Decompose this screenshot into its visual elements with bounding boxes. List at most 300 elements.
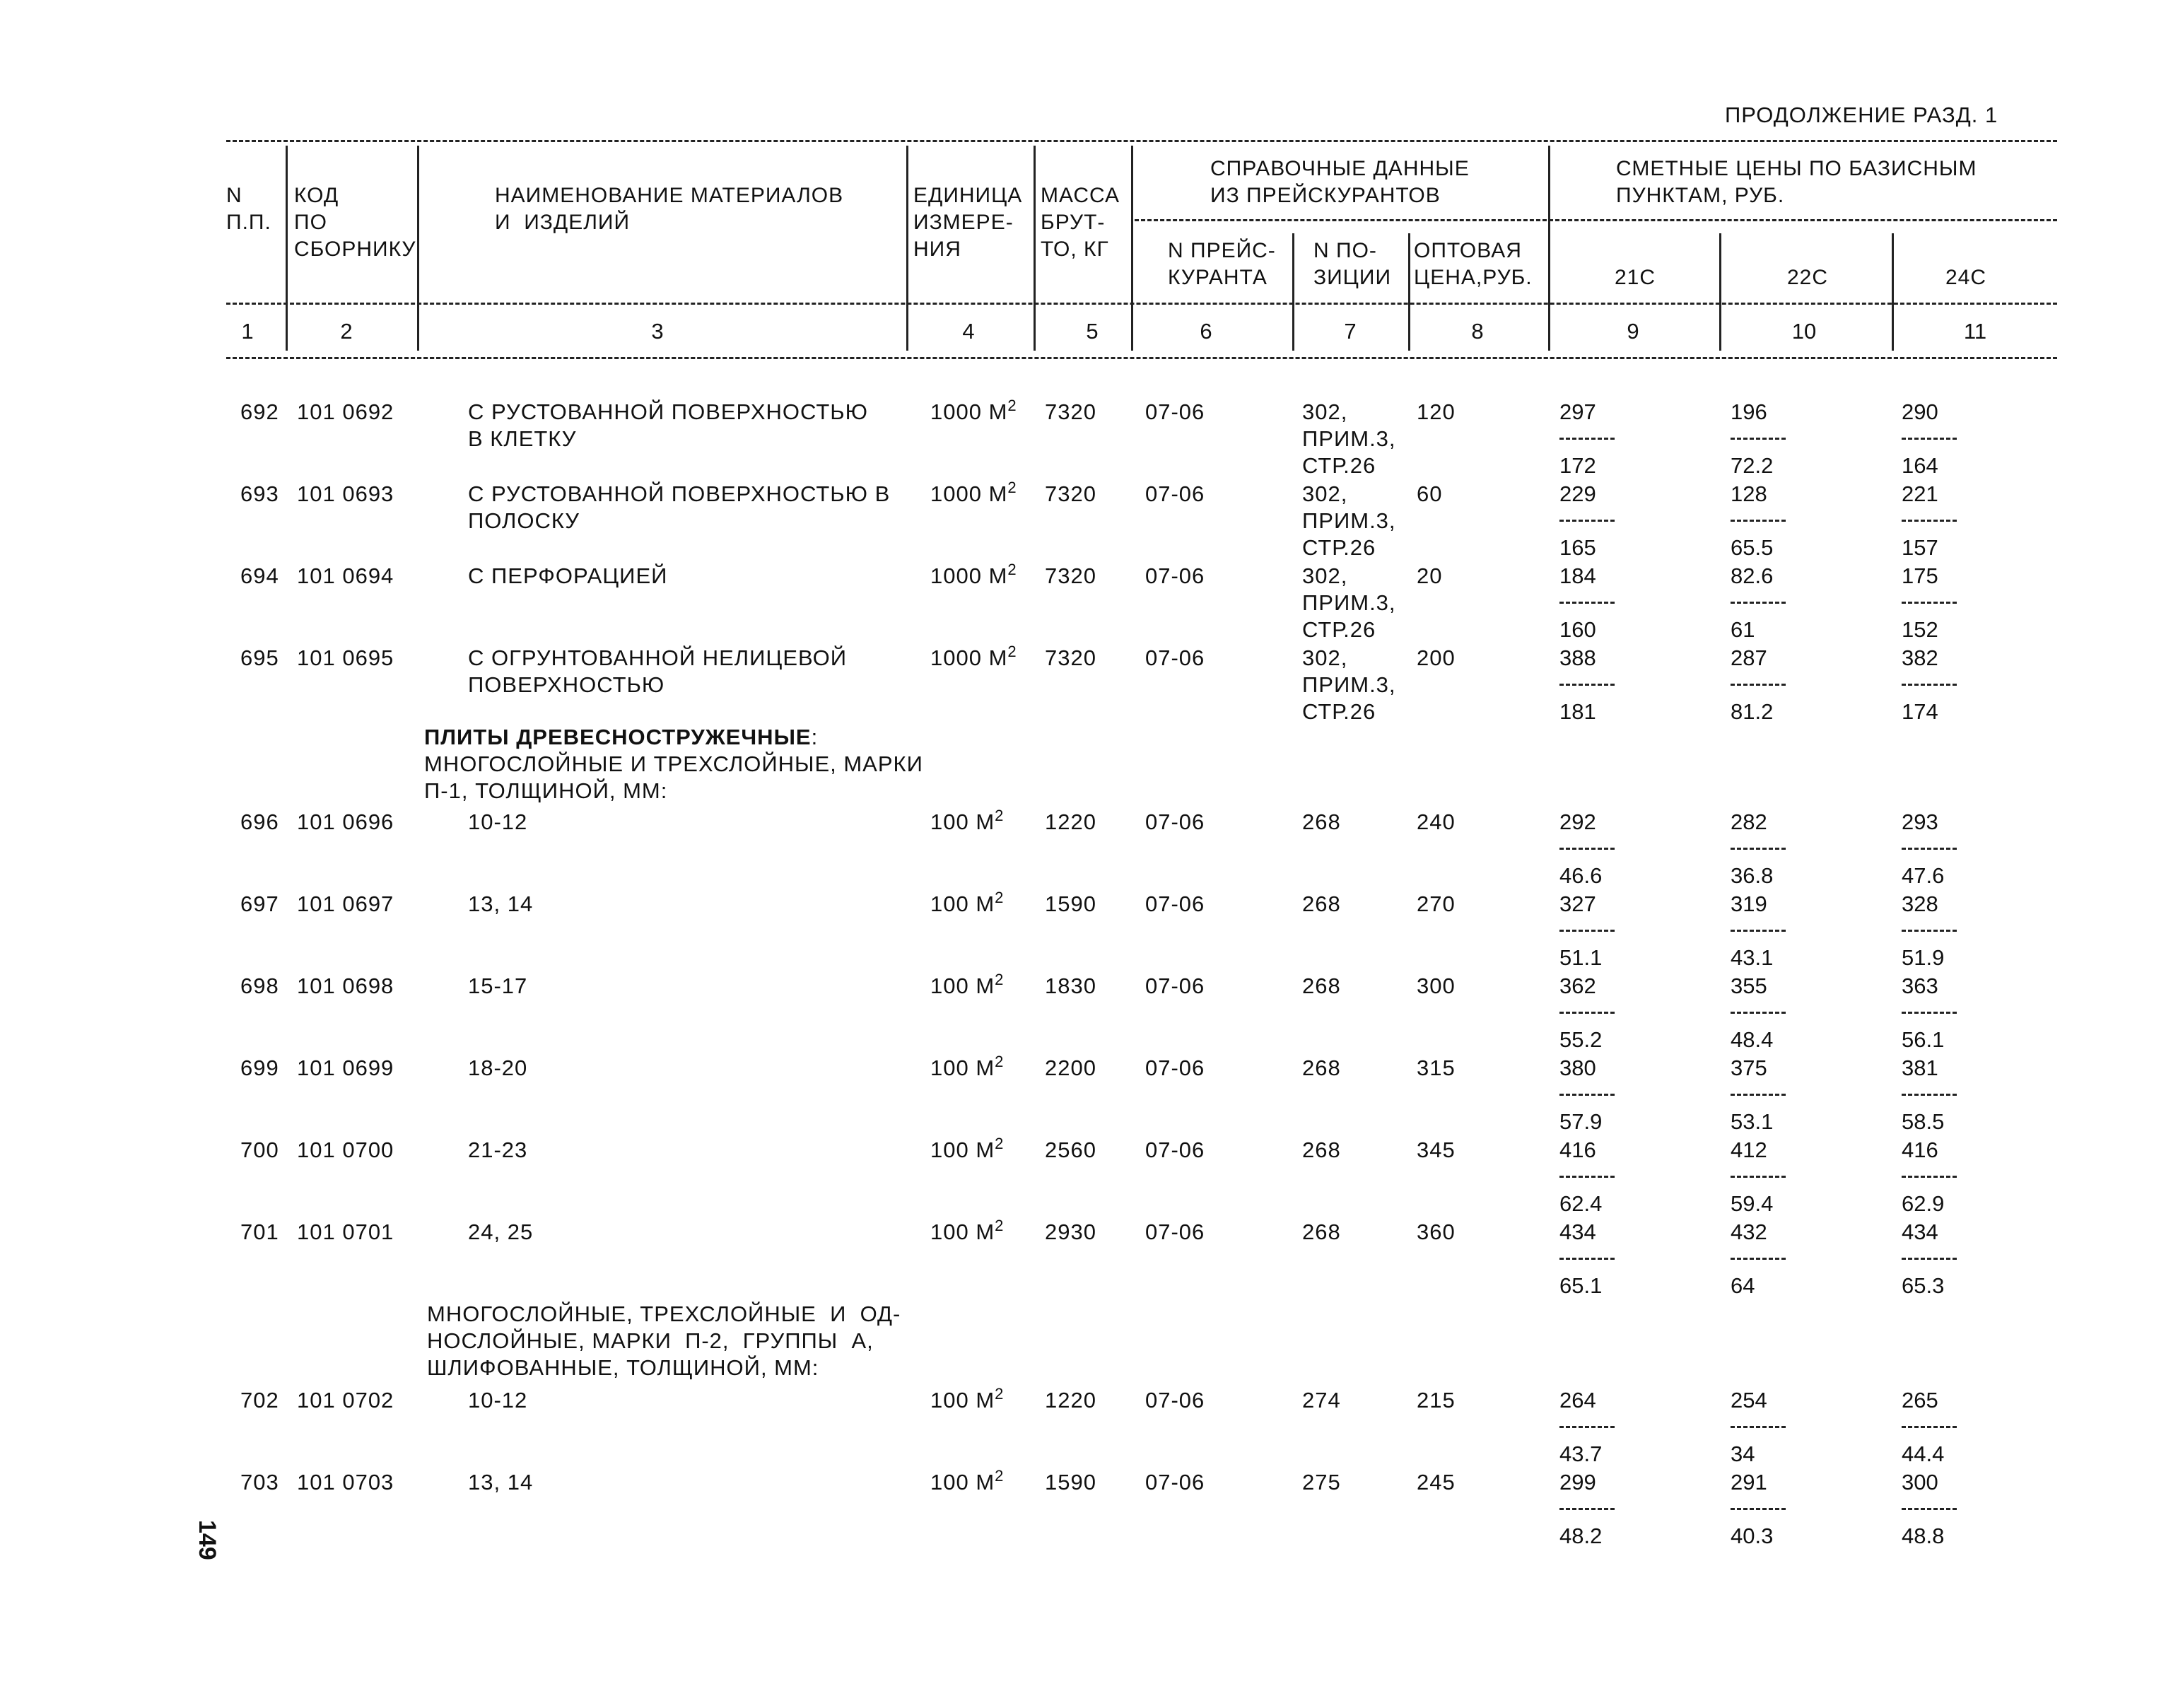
row-unit [930,399,1017,426]
header-mid-rule [226,303,2057,305]
row-number: 701 [240,1219,279,1244]
estimate-price-c24 [1902,1137,1979,1217]
price-denominator: 47.6 [1902,863,1945,888]
row-code: 101 0703 [297,1470,394,1494]
price-numerator: 128 [1731,481,1767,506]
price-numerator: 381 [1902,1055,1938,1080]
col-header-mass: МАССА БРУТ- ТО, КГ [1041,184,1120,261]
fraction-line [1731,602,1786,604]
row-mass: 7320 [1045,645,1096,670]
col-header-21c: 21С [1615,266,1656,289]
price-denominator: 181 [1559,699,1596,724]
price-numerator: 264 [1559,1388,1596,1412]
price-denominator: 46.6 [1559,863,1603,888]
col-number: 7 [1344,319,1357,344]
price-numerator: 382 [1902,645,1938,670]
price-denominator: 48.8 [1902,1523,1945,1548]
row-unit [930,645,1017,672]
section-heading [424,724,923,805]
col-number: 11 [1963,319,1987,344]
fraction-line [1559,438,1615,440]
estimate-price-c24 [1902,1387,1979,1468]
price-denominator: 51.1 [1559,945,1603,970]
col-header-price-list: N ПРЕЙС- КУРАНТА [1168,239,1276,289]
col-header-24c: 24С [1945,266,1987,289]
row-position: 275 [1302,1470,1341,1494]
row-position: 302, ПРИМ.3, СТР.26 [1302,481,1396,560]
fraction-line [1902,930,1957,932]
row-code: 101 0702 [297,1388,394,1412]
fraction-line [1731,1176,1786,1178]
price-denominator: 44.4 [1902,1441,1945,1466]
estimate-price-c22 [1731,1219,1808,1299]
price-denominator: 65.3 [1902,1273,1945,1298]
fraction-line [1731,1012,1786,1014]
unit-text: 1000 М [930,399,1008,424]
row-price-list: 07-06 [1145,399,1205,424]
unit-text: 100 М [930,891,995,916]
unit-exponent: 2 [995,1135,1005,1152]
estimate-price-c22 [1731,1137,1808,1217]
unit-exponent: 2 [1007,643,1017,660]
price-denominator: 43.1 [1731,945,1774,970]
row-position: 268 [1302,1055,1341,1080]
price-denominator: 62.4 [1559,1191,1603,1216]
row-code: 101 0694 [297,563,394,588]
unit-exponent: 2 [995,971,1005,988]
price-numerator: 299 [1559,1470,1596,1494]
row-name: 15-17 [468,973,528,998]
estimate-price-c22 [1731,399,1808,479]
row-code: 101 0699 [297,1055,394,1080]
fraction-line [1902,1426,1957,1428]
row-mass: 7320 [1045,563,1096,588]
estimate-price-c21 [1559,481,1637,561]
row-code: 101 0698 [297,973,394,998]
estimate-price-c22 [1731,973,1808,1053]
price-numerator: 282 [1731,809,1767,834]
price-numerator: 291 [1731,1470,1767,1494]
price-numerator: 362 [1559,973,1596,998]
col-header-wholesale: ОПТОВАЯ ЦЕНА,РУБ. [1414,239,1533,289]
row-code: 101 0692 [297,399,394,424]
unit-exponent: 2 [995,1217,1005,1234]
row-number: 698 [240,973,279,998]
row-mass: 1590 [1045,1470,1096,1494]
row-price-list: 07-06 [1145,809,1205,834]
row-position: 268 [1302,891,1341,916]
fraction-line [1731,930,1786,932]
unit-exponent: 2 [1007,397,1017,414]
unit-exponent: 2 [995,807,1005,824]
row-code: 101 0700 [297,1137,394,1162]
col-number: 3 [651,319,664,344]
fraction-line [1902,438,1957,440]
fraction-line [1731,1094,1786,1096]
fraction-line [1559,1426,1615,1428]
header-separator [1131,146,1133,351]
header-separator [1719,233,1721,351]
price-denominator: 57.9 [1559,1109,1603,1134]
row-name: 13, 14 [468,1470,534,1494]
price-numerator: 293 [1902,809,1938,834]
row-price-list: 07-06 [1145,645,1205,670]
estimate-price-c21 [1559,1219,1637,1299]
price-denominator: 62.9 [1902,1191,1945,1216]
estimate-price-c22 [1731,891,1808,971]
fraction-line [1731,438,1786,440]
estimate-price-c21 [1559,1137,1637,1217]
row-unit [930,481,1017,508]
estimate-price-c22 [1731,1055,1808,1135]
row-mass: 1590 [1045,891,1096,916]
row-mass: 1220 [1045,1388,1096,1412]
price-denominator: 48.4 [1731,1027,1774,1052]
price-numerator: 297 [1559,399,1596,424]
body-top-rule [226,357,2057,359]
price-numerator: 355 [1731,973,1767,998]
unit-text: 100 М [930,1388,995,1412]
header-separator [1034,146,1036,351]
price-denominator: 64 [1731,1273,1755,1298]
unit-exponent: 2 [1007,561,1017,578]
col-header-reference: СПРАВОЧНЫЕ ДАННЫЕ ИЗ ПРЕЙСКУРАНТОВ [1210,157,1470,207]
estimate-price-c24 [1902,481,1979,561]
price-denominator: 72.2 [1731,453,1774,478]
price-denominator: 65.1 [1559,1273,1603,1298]
row-wholesale-price: 20 [1417,563,1443,588]
price-numerator: 432 [1731,1219,1767,1244]
unit-text: 100 М [930,1137,995,1162]
unit-text: 1000 М [930,481,1008,506]
price-numerator: 300 [1902,1470,1938,1494]
col-header-unit: ЕДИНИЦА ИЗМЕРЕ- НИЯ [913,184,1023,261]
row-unit [930,891,1004,918]
estimate-price-c21 [1559,1055,1637,1135]
price-numerator: 82.6 [1731,563,1774,588]
fraction-line [1559,520,1615,522]
row-number: 700 [240,1137,279,1162]
fraction-line [1559,930,1615,932]
row-name: С РУСТОВАННОЙ ПОВЕРХНОСТЬЮ В КЛЕТКУ [468,399,868,451]
estimate-price-c22 [1731,1387,1808,1468]
fraction-line [1902,1258,1957,1260]
header-separator [417,146,419,351]
row-name: 10-12 [468,809,528,834]
row-mass: 2200 [1045,1055,1096,1080]
price-denominator: 36.8 [1731,863,1774,888]
row-name: 21-23 [468,1137,528,1162]
price-denominator: 53.1 [1731,1109,1774,1134]
row-wholesale-price: 300 [1417,973,1456,998]
row-name: С ПЕРФОРАЦИЕЙ [468,563,668,588]
fraction-line [1731,848,1786,850]
price-denominator: 152 [1902,617,1938,642]
row-code: 101 0695 [297,645,394,670]
estimate-price-c24 [1902,1219,1979,1299]
price-numerator: 254 [1731,1388,1767,1412]
price-numerator: 229 [1559,481,1596,506]
price-denominator: 58.5 [1902,1109,1945,1134]
row-price-list: 07-06 [1145,1055,1205,1080]
row-wholesale-price: 315 [1417,1055,1456,1080]
estimate-price-c24 [1902,563,1979,643]
fraction-line [1559,602,1615,604]
fraction-line [1902,1176,1957,1178]
row-number: 699 [240,1055,279,1080]
price-numerator: 388 [1559,645,1596,670]
price-numerator: 375 [1731,1055,1767,1080]
row-mass: 7320 [1045,481,1096,506]
estimate-price-c22 [1731,645,1808,725]
unit-text: 100 М [930,973,995,998]
estimate-price-c21 [1559,1387,1637,1468]
row-position: 268 [1302,973,1341,998]
row-wholesale-price: 245 [1417,1470,1456,1494]
fraction-line [1559,1094,1615,1096]
fraction-line [1559,1012,1615,1014]
header-separator [1892,233,1894,351]
col-header-22c: 22С [1787,266,1829,289]
col-number: 1 [241,319,254,344]
price-numerator: 221 [1902,481,1938,506]
unit-text: 1000 М [930,563,1008,588]
price-numerator: 265 [1902,1388,1938,1412]
price-denominator: 56.1 [1902,1027,1945,1052]
row-unit [930,1387,1004,1414]
col-number: 5 [1086,319,1099,344]
price-numerator: 412 [1731,1137,1767,1162]
fraction-line [1902,1012,1957,1014]
col-number: 2 [340,319,353,344]
fraction-line [1559,1176,1615,1178]
row-mass: 1830 [1045,973,1096,998]
row-position: 268 [1302,1137,1341,1162]
row-price-list: 07-06 [1145,481,1205,506]
row-mass: 7320 [1045,399,1096,424]
section-heading: МНОГОСЛОЙНЫЕ, ТРЕХСЛОЙНЫЕ И ОД- НОСЛОЙНЫЕ, МАРКИ П-2, ГРУППЫ А, ШЛИФОВАННЫЕ, ТОЛЩИНОЙ, ММ: [427,1302,901,1380]
fraction-line [1902,848,1957,850]
col-number: 8 [1471,319,1484,344]
price-denominator: 164 [1902,453,1938,478]
col-header-estimate: СМЕТНЫЕ ЦЕНЫ ПО БАЗИСНЫМ ПУНКТАМ, РУБ. [1616,157,1977,207]
row-wholesale-price: 200 [1417,645,1456,670]
price-denominator: 59.4 [1731,1191,1774,1216]
price-numerator: 319 [1731,891,1767,916]
col-header-number: N П.П. [226,184,271,234]
unit-text: 100 М [930,1055,995,1080]
fraction-line [1902,684,1957,686]
col-number: 10 [1791,319,1817,344]
price-denominator: 174 [1902,699,1938,724]
row-number: 696 [240,809,279,834]
section-title: ПЛИТЫ ДРЕВЕСНОСТРУЖЕЧНЫЕ [424,725,812,749]
row-price-list: 07-06 [1145,1388,1205,1412]
fraction-line [1731,1426,1786,1428]
price-denominator: 34 [1731,1441,1755,1466]
estimate-price-c21 [1559,645,1637,725]
col-header-name: НАИМЕНОВАНИЕ МАТЕРИАЛОВ И ИЗДЕЛИЙ [495,184,844,234]
row-code: 101 0696 [297,809,394,834]
fraction-line [1902,1094,1957,1096]
price-numerator: 416 [1559,1137,1596,1162]
price-numerator: 380 [1559,1055,1596,1080]
price-denominator: 65.5 [1731,535,1774,560]
price-numerator: 287 [1731,645,1767,670]
price-numerator: 416 [1902,1137,1938,1162]
price-denominator: 61 [1731,617,1755,642]
fraction-line [1902,602,1957,604]
row-position: 274 [1302,1388,1341,1412]
price-numerator: 363 [1902,973,1938,998]
fraction-line [1559,1258,1615,1260]
estimate-subrule [1555,219,2057,221]
price-denominator: 157 [1902,535,1938,560]
row-unit [930,563,1017,590]
row-number: 703 [240,1470,279,1494]
estimate-price-c24 [1902,973,1979,1053]
price-numerator: 175 [1902,563,1938,588]
col-number: 9 [1627,319,1639,344]
estimate-price-c21 [1559,399,1637,479]
estimate-price-c24 [1902,891,1979,971]
unit-text: 100 М [930,1219,995,1244]
row-wholesale-price: 345 [1417,1137,1456,1162]
col-header-code: КОД ПО СБОРНИКУ [294,184,416,261]
price-numerator: 184 [1559,563,1596,588]
price-denominator: 172 [1559,453,1596,478]
row-price-list: 07-06 [1145,1219,1205,1244]
row-name: 10-12 [468,1388,528,1412]
price-numerator: 434 [1559,1219,1596,1244]
row-wholesale-price: 270 [1417,891,1456,916]
row-number: 697 [240,891,279,916]
reference-subrule [1135,219,1566,221]
row-name: 24, 25 [468,1219,534,1244]
estimate-price-c22 [1731,481,1808,561]
row-unit [930,1219,1004,1246]
row-position: 302, ПРИМ.3, СТР.26 [1302,399,1396,478]
estimate-price-c24 [1902,399,1979,479]
fraction-line [1731,1258,1786,1260]
row-number: 694 [240,563,279,588]
price-numerator: 292 [1559,809,1596,834]
unit-text: 100 М [930,1470,995,1494]
price-denominator: 160 [1559,617,1596,642]
row-name: 18-20 [468,1055,528,1080]
row-number: 692 [240,399,279,424]
price-numerator: 327 [1559,891,1596,916]
estimate-price-c21 [1559,809,1637,889]
row-number: 693 [240,481,279,506]
estimate-price-c21 [1559,891,1637,971]
unit-exponent: 2 [1007,479,1017,496]
estimate-price-c24 [1902,1055,1979,1135]
row-price-list: 07-06 [1145,891,1205,916]
row-position: 268 [1302,1219,1341,1244]
estimate-price-c22 [1731,809,1808,889]
row-unit [930,973,1004,1000]
row-price-list: 07-06 [1145,563,1205,588]
row-mass: 2560 [1045,1137,1096,1162]
estimate-price-c24 [1902,809,1979,889]
unit-text: 100 М [930,809,995,834]
row-unit [930,1137,1004,1164]
row-wholesale-price: 360 [1417,1219,1456,1244]
price-numerator: 196 [1731,399,1767,424]
price-denominator: 43.7 [1559,1441,1603,1466]
row-code: 101 0693 [297,481,394,506]
unit-text: 1000 М [930,645,1008,670]
row-unit [930,1055,1004,1082]
price-denominator: 51.9 [1902,945,1945,970]
fraction-line [1559,684,1615,686]
row-price-list: 07-06 [1145,1470,1205,1494]
continuation-label: ПРОДОЛЖЕНИЕ РАЗД. 1 [1725,103,1998,127]
header-top-rule [226,140,2057,142]
section-description: : МНОГОСЛОЙНЫЕ И ТРЕХСЛОЙНЫЕ, МАРКИ П-1, ТОЛЩИНОЙ, ММ: [424,725,923,803]
row-code: 101 0697 [297,891,394,916]
row-number: 695 [240,645,279,670]
row-position: 302, ПРИМ.3, СТР.26 [1302,645,1396,724]
header-separator [1292,233,1294,351]
col-number: 4 [962,319,975,344]
price-numerator: 434 [1902,1219,1938,1244]
row-position: 268 [1302,809,1341,834]
row-wholesale-price: 240 [1417,809,1456,834]
row-unit [930,1469,1004,1496]
price-denominator: 81.2 [1731,699,1774,724]
row-name: 13, 14 [468,891,534,916]
fraction-line [1559,848,1615,850]
unit-exponent: 2 [995,1467,1005,1485]
row-name: С ОГРУНТОВАННОЙ НЕЛИЦЕВОЙ ПОВЕРХНОСТЬЮ [468,645,848,697]
row-mass: 1220 [1045,809,1096,834]
col-header-position: N ПО- ЗИЦИИ [1313,239,1391,289]
col-number: 6 [1200,319,1212,344]
estimate-price-c24 [1902,645,1979,725]
header-separator [1548,146,1550,351]
price-numerator: 290 [1902,399,1938,424]
row-wholesale-price: 60 [1417,481,1443,506]
row-price-list: 07-06 [1145,1137,1205,1162]
fraction-line [1731,1508,1786,1510]
estimate-price-c21 [1559,973,1637,1053]
row-number: 702 [240,1388,279,1412]
fraction-line [1902,1508,1957,1510]
estimate-price-c22 [1731,563,1808,643]
row-wholesale-price: 120 [1417,399,1456,424]
unit-exponent: 2 [995,1385,1005,1403]
price-denominator: 165 [1559,535,1596,560]
row-unit [930,809,1004,836]
fraction-line [1559,1508,1615,1510]
estimate-price-c24 [1902,1469,1979,1550]
estimate-price-c21 [1559,563,1637,643]
row-mass: 2930 [1045,1219,1096,1244]
row-position: 302, ПРИМ.3, СТР.26 [1302,563,1396,642]
fraction-line [1731,520,1786,522]
page-number: 149 [194,1520,221,1560]
header-separator [1408,233,1410,351]
price-denominator: 55.2 [1559,1027,1603,1052]
unit-exponent: 2 [995,1053,1005,1070]
unit-exponent: 2 [995,889,1005,906]
fraction-line [1902,520,1957,522]
fraction-line [1731,684,1786,686]
header-separator [286,146,288,351]
estimate-price-c21 [1559,1469,1637,1550]
